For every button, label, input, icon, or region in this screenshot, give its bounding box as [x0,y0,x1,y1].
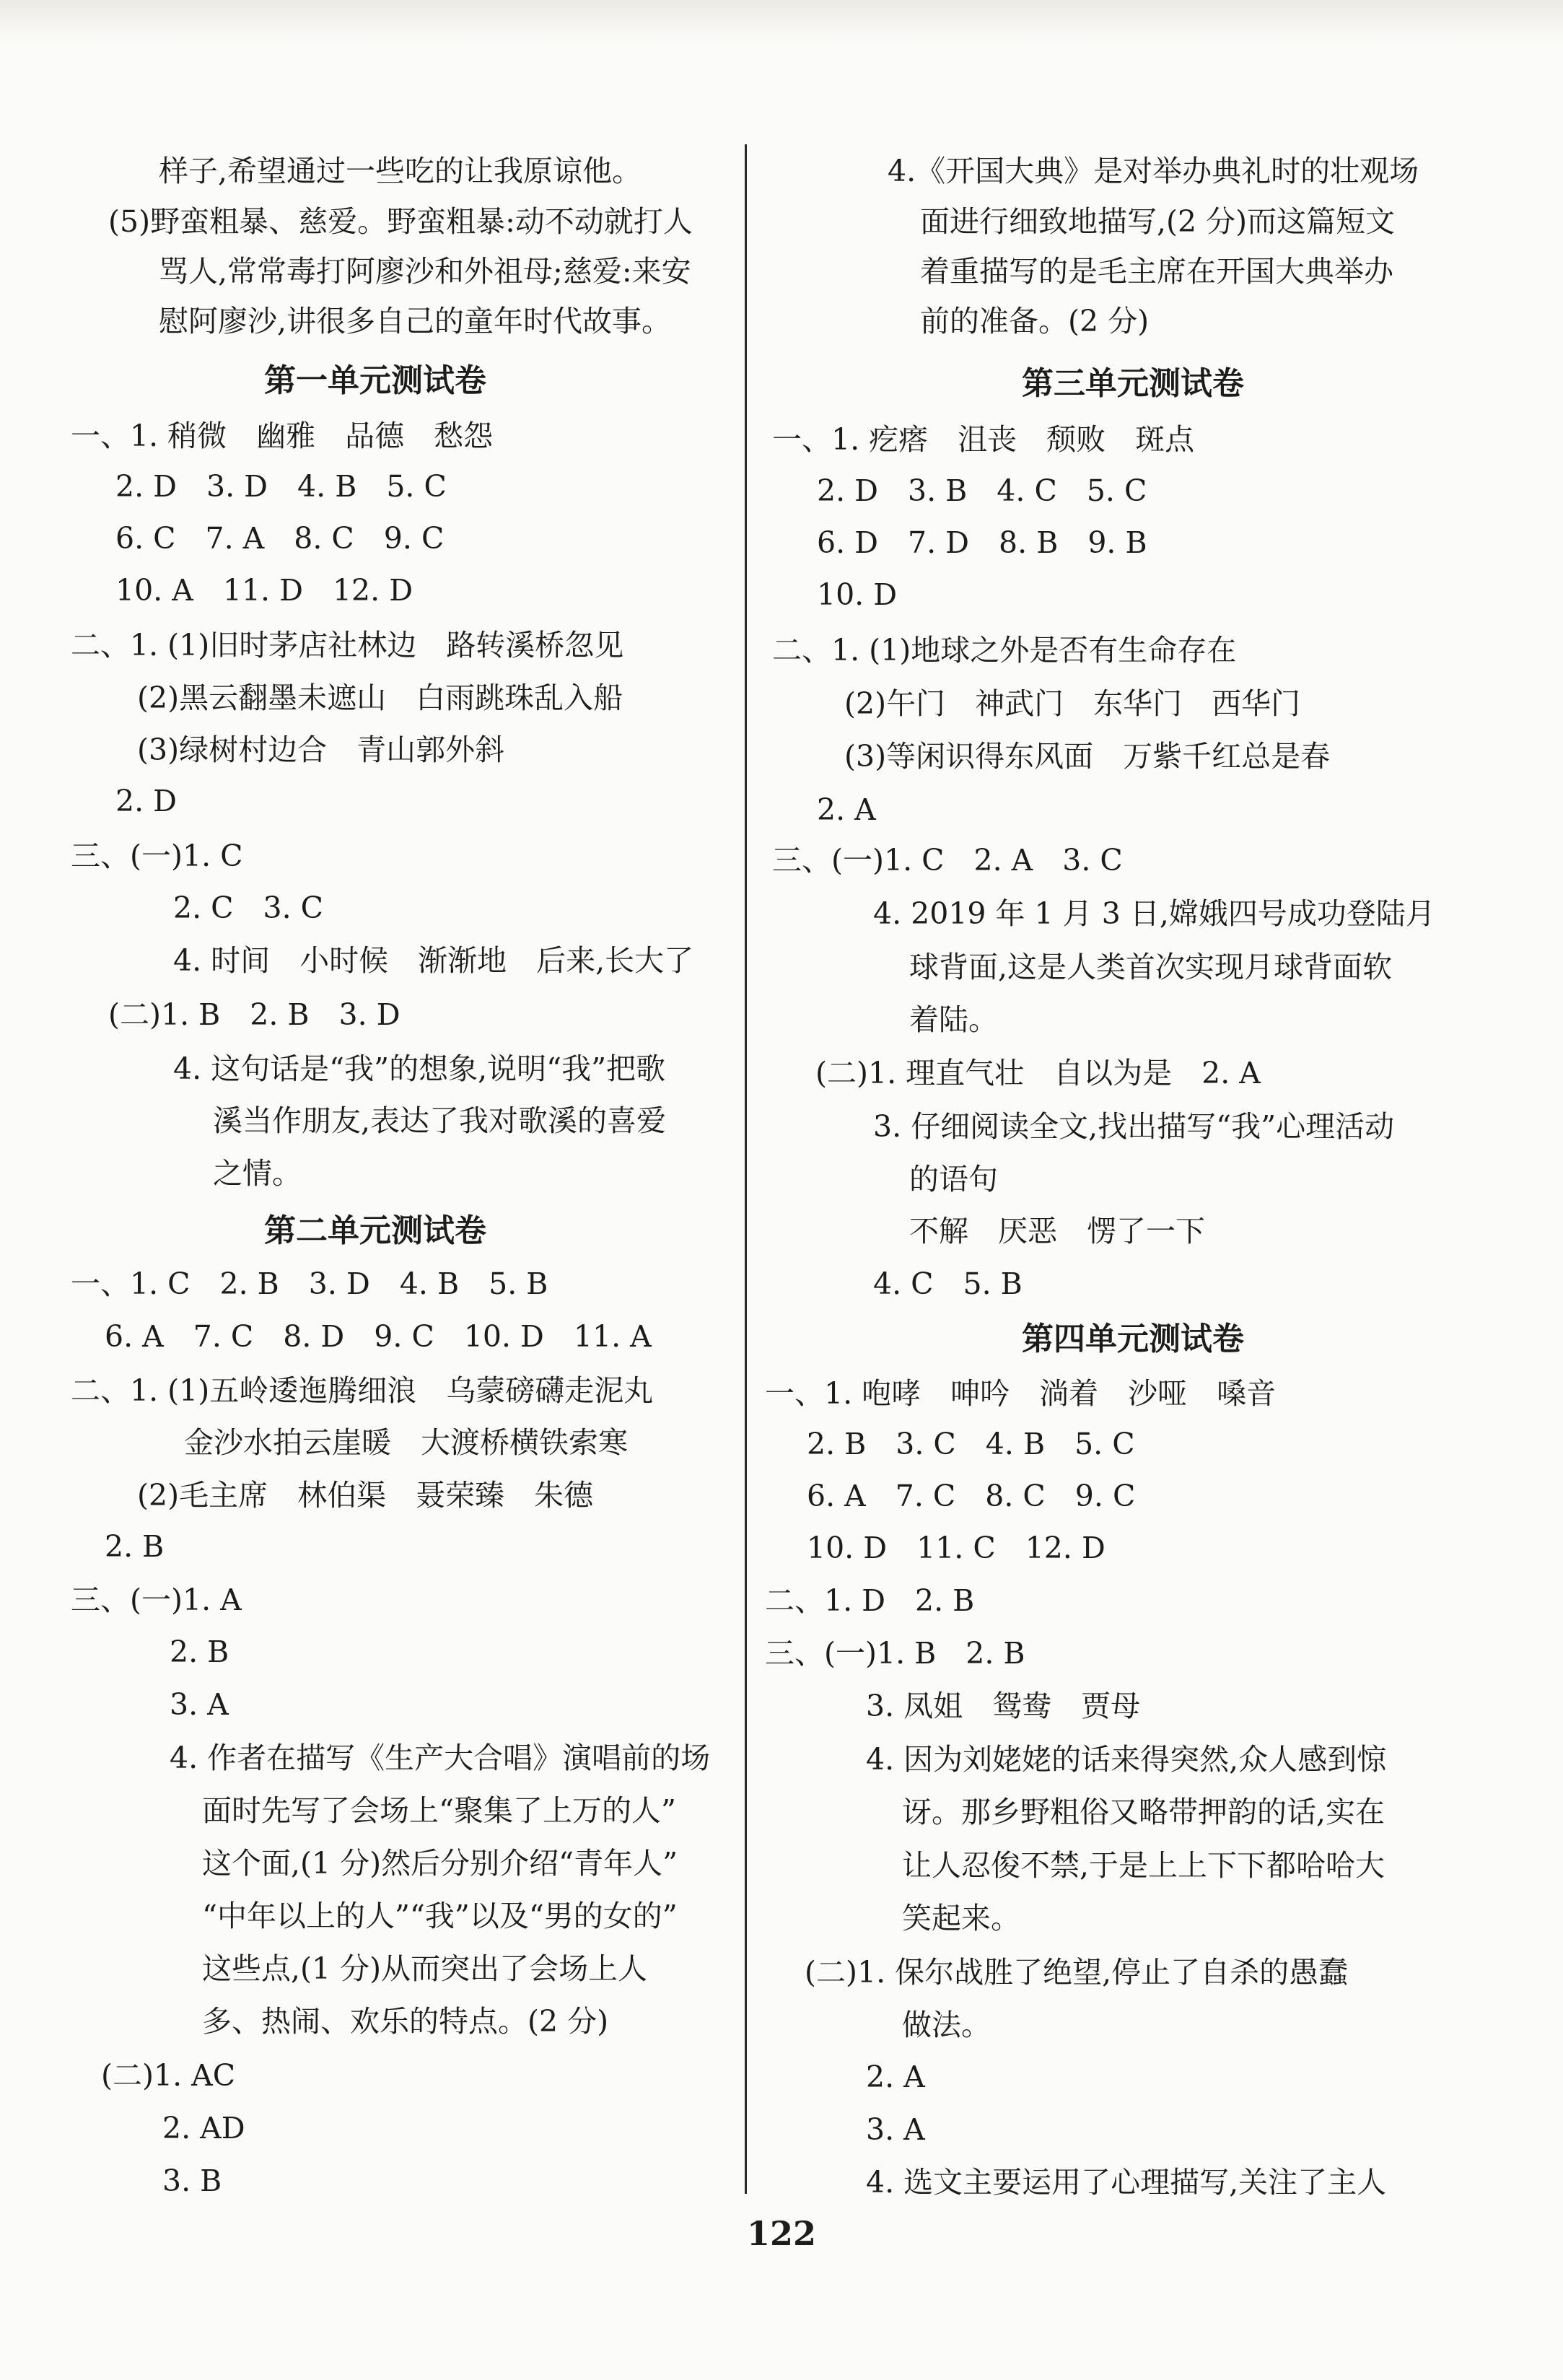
text-line: 3. 凤姐 鸳鸯 贾母 [866,1689,1141,1723]
text-line: (2)毛主席 林伯渠 聂荣臻 朱德 [137,1478,594,1513]
text-line: 一、1. C 2. B 3. D 4. B 5. B [71,1266,548,1301]
text-line: 2. D [115,784,178,818]
unit2-title: 第二单元测试卷 [264,1212,486,1249]
text-line: 多、热闹、欢乐的特点。(2 分) [202,2004,609,2039]
text-line: 球背面,这是人类首次实现月球背面软 [909,950,1393,984]
text-line: 样子,希望通过一些吃的让我原谅他。 [159,154,642,188]
text-line: 三、(一)1. B 2. B [765,1636,1025,1671]
text-line: (二)1. 保尔战胜了绝望,停止了自杀的愚蠢 [805,1955,1349,1990]
text-line: “中年以上的人”“我”以及“男的女的” [202,1899,678,1933]
text-line: 慰阿廖沙,讲很多自己的童年时代故事。 [159,304,672,338]
text-line: 一、1. 稍微 幽雅 品德 愁怨 [71,419,494,453]
unit3-title: 第三单元测试卷 [1022,365,1244,402]
text-line: 金沙水拍云崖暖 大渡桥横铁索寒 [184,1425,628,1460]
unit4-title: 第四单元测试卷 [1022,1321,1244,1357]
text-line: 三、(一)1. C 2. A 3. C [772,843,1123,878]
text-line: 二、1. (1)地球之外是否有生命存在 [772,633,1237,668]
text-line: 2. D 3. B 4. C 5. C [817,473,1147,508]
text-line: 讶。那乡野粗俗又略带押韵的话,实在 [902,1795,1385,1829]
text-line: 4. 选文主要运用了心理描写,关注了主人 [866,2165,1387,2200]
text-line: 6. D 7. D 8. B 9. B [817,525,1147,560]
text-line: 2. A [817,792,876,827]
text-line: 2. AD [162,2111,245,2145]
text-line: 这个面,(1 分)然后分别介绍“青年人” [202,1846,678,1881]
text-line: 3. B [162,2164,222,2198]
text-line: (2)午门 神武门 东华门 西华门 [844,686,1301,721]
text-line: (3)等闲识得东风面 万紫千红总是春 [844,739,1331,774]
text-line: 笑起来。 [902,1901,1020,1935]
unit1-title: 第一单元测试卷 [264,362,486,399]
text-line: 的语句 [909,1162,998,1196]
text-line: 2. A [866,2060,925,2094]
text-line: (2)黑云翻墨未遮山 白雨跳珠乱入船 [137,681,623,715]
text-line: 骂人,常常毒打阿廖沙和外祖母;慈爱:来安 [159,254,691,289]
text-line: (二)1. AC [101,2058,236,2093]
text-line: 2. D 3. D 4. B 5. C [115,469,447,504]
text-line: 10. D 11. C 12. D [807,1531,1106,1565]
text-line: 2. B [170,1635,229,1669]
text-line: 4. 时间 小时候 渐渐地 后来,长大了 [173,943,694,978]
text-line: (二)1. 理直气壮 自以为是 2. A [815,1056,1261,1090]
text-line: 3. 仔细阅读全文,找出描写“我”心理活动 [873,1109,1395,1144]
text-line: 2. C 3. C [173,891,324,925]
text-line: 4. C 5. B [873,1266,1023,1301]
text-line: (5)野蛮粗暴、慈爱。野蛮粗暴:动不动就打人 [108,204,693,239]
text-line: 这些点,(1 分)从而突出了会场上人 [202,1951,648,1986]
text-line: 溪当作朋友,表达了我对歌溪的喜爱 [213,1103,667,1138]
text-line: 一、1. 咆哮 呻吟 淌着 沙哑 嗓音 [765,1376,1277,1411]
text-line: 4. 因为刘姥姥的话来得突然,众人感到惊 [866,1742,1387,1777]
text-line: 二、1. (1)五岭逶迤腾细浪 乌蒙磅礴走泥丸 [71,1373,654,1408]
text-line: 4. 2019 年 1 月 3 日,嫦娥四号成功登陆月 [873,896,1435,931]
text-line: 面进行细致地描写,(2 分)而这篇短文 [920,204,1396,239]
text-line: 着重描写的是毛主席在开国大典举办 [920,254,1393,289]
text-line: 做法。 [902,2008,991,2042]
text-line: 一、1. 疙瘩 沮丧 颓败 斑点 [772,422,1195,457]
page-number: 122 [746,2214,817,2253]
text-line: 三、(一)1. A [71,1583,242,1617]
text-line: (3)绿树村边合 青山郭外斜 [137,732,505,767]
text-line: 让人忍俊不禁,于是上上下下都哈哈大 [902,1848,1385,1883]
text-line: 二、1. D 2. B [765,1583,975,1618]
column-divider [745,144,747,2194]
text-line: 三、(一)1. C [71,839,243,873]
text-line: 4.《开国大典》是对举办典礼时的壮观场 [888,154,1419,188]
text-line: 10. D [817,577,898,612]
text-line: 6. A 7. C 8. D 9. C 10. D 11. A [105,1319,652,1354]
text-line: 2. B [105,1529,165,1564]
text-line: 着陆。 [909,1002,998,1037]
text-line: 2. B 3. C 4. B 5. C [807,1427,1135,1461]
text-line: (二)1. B 2. B 3. D [108,997,400,1032]
text-line: 3. A [866,2112,925,2147]
text-line: 二、1. (1)旧时茅店社林边 路转溪桥忽见 [71,628,624,662]
text-line: 4. 这句话是“我”的想象,说明“我”把歌 [173,1051,666,1086]
scan-shadow [0,0,1563,43]
text-line: 3. A [170,1687,229,1722]
text-line: 6. A 7. C 8. C 9. C [807,1479,1136,1513]
text-line: 4. 作者在描写《生产大合唱》演唱前的场 [170,1741,711,1775]
text-line: 前的准备。(2 分) [920,304,1150,338]
text-line: 6. C 7. A 8. C 9. C [115,521,445,556]
text-line: 面时先写了会场上“聚集了上万的人” [202,1793,676,1828]
text-line: 10. A 11. D 12. D [115,573,413,608]
text-line: 不解 厌恶 愣了一下 [909,1214,1205,1248]
text-line: 之情。 [213,1156,302,1191]
